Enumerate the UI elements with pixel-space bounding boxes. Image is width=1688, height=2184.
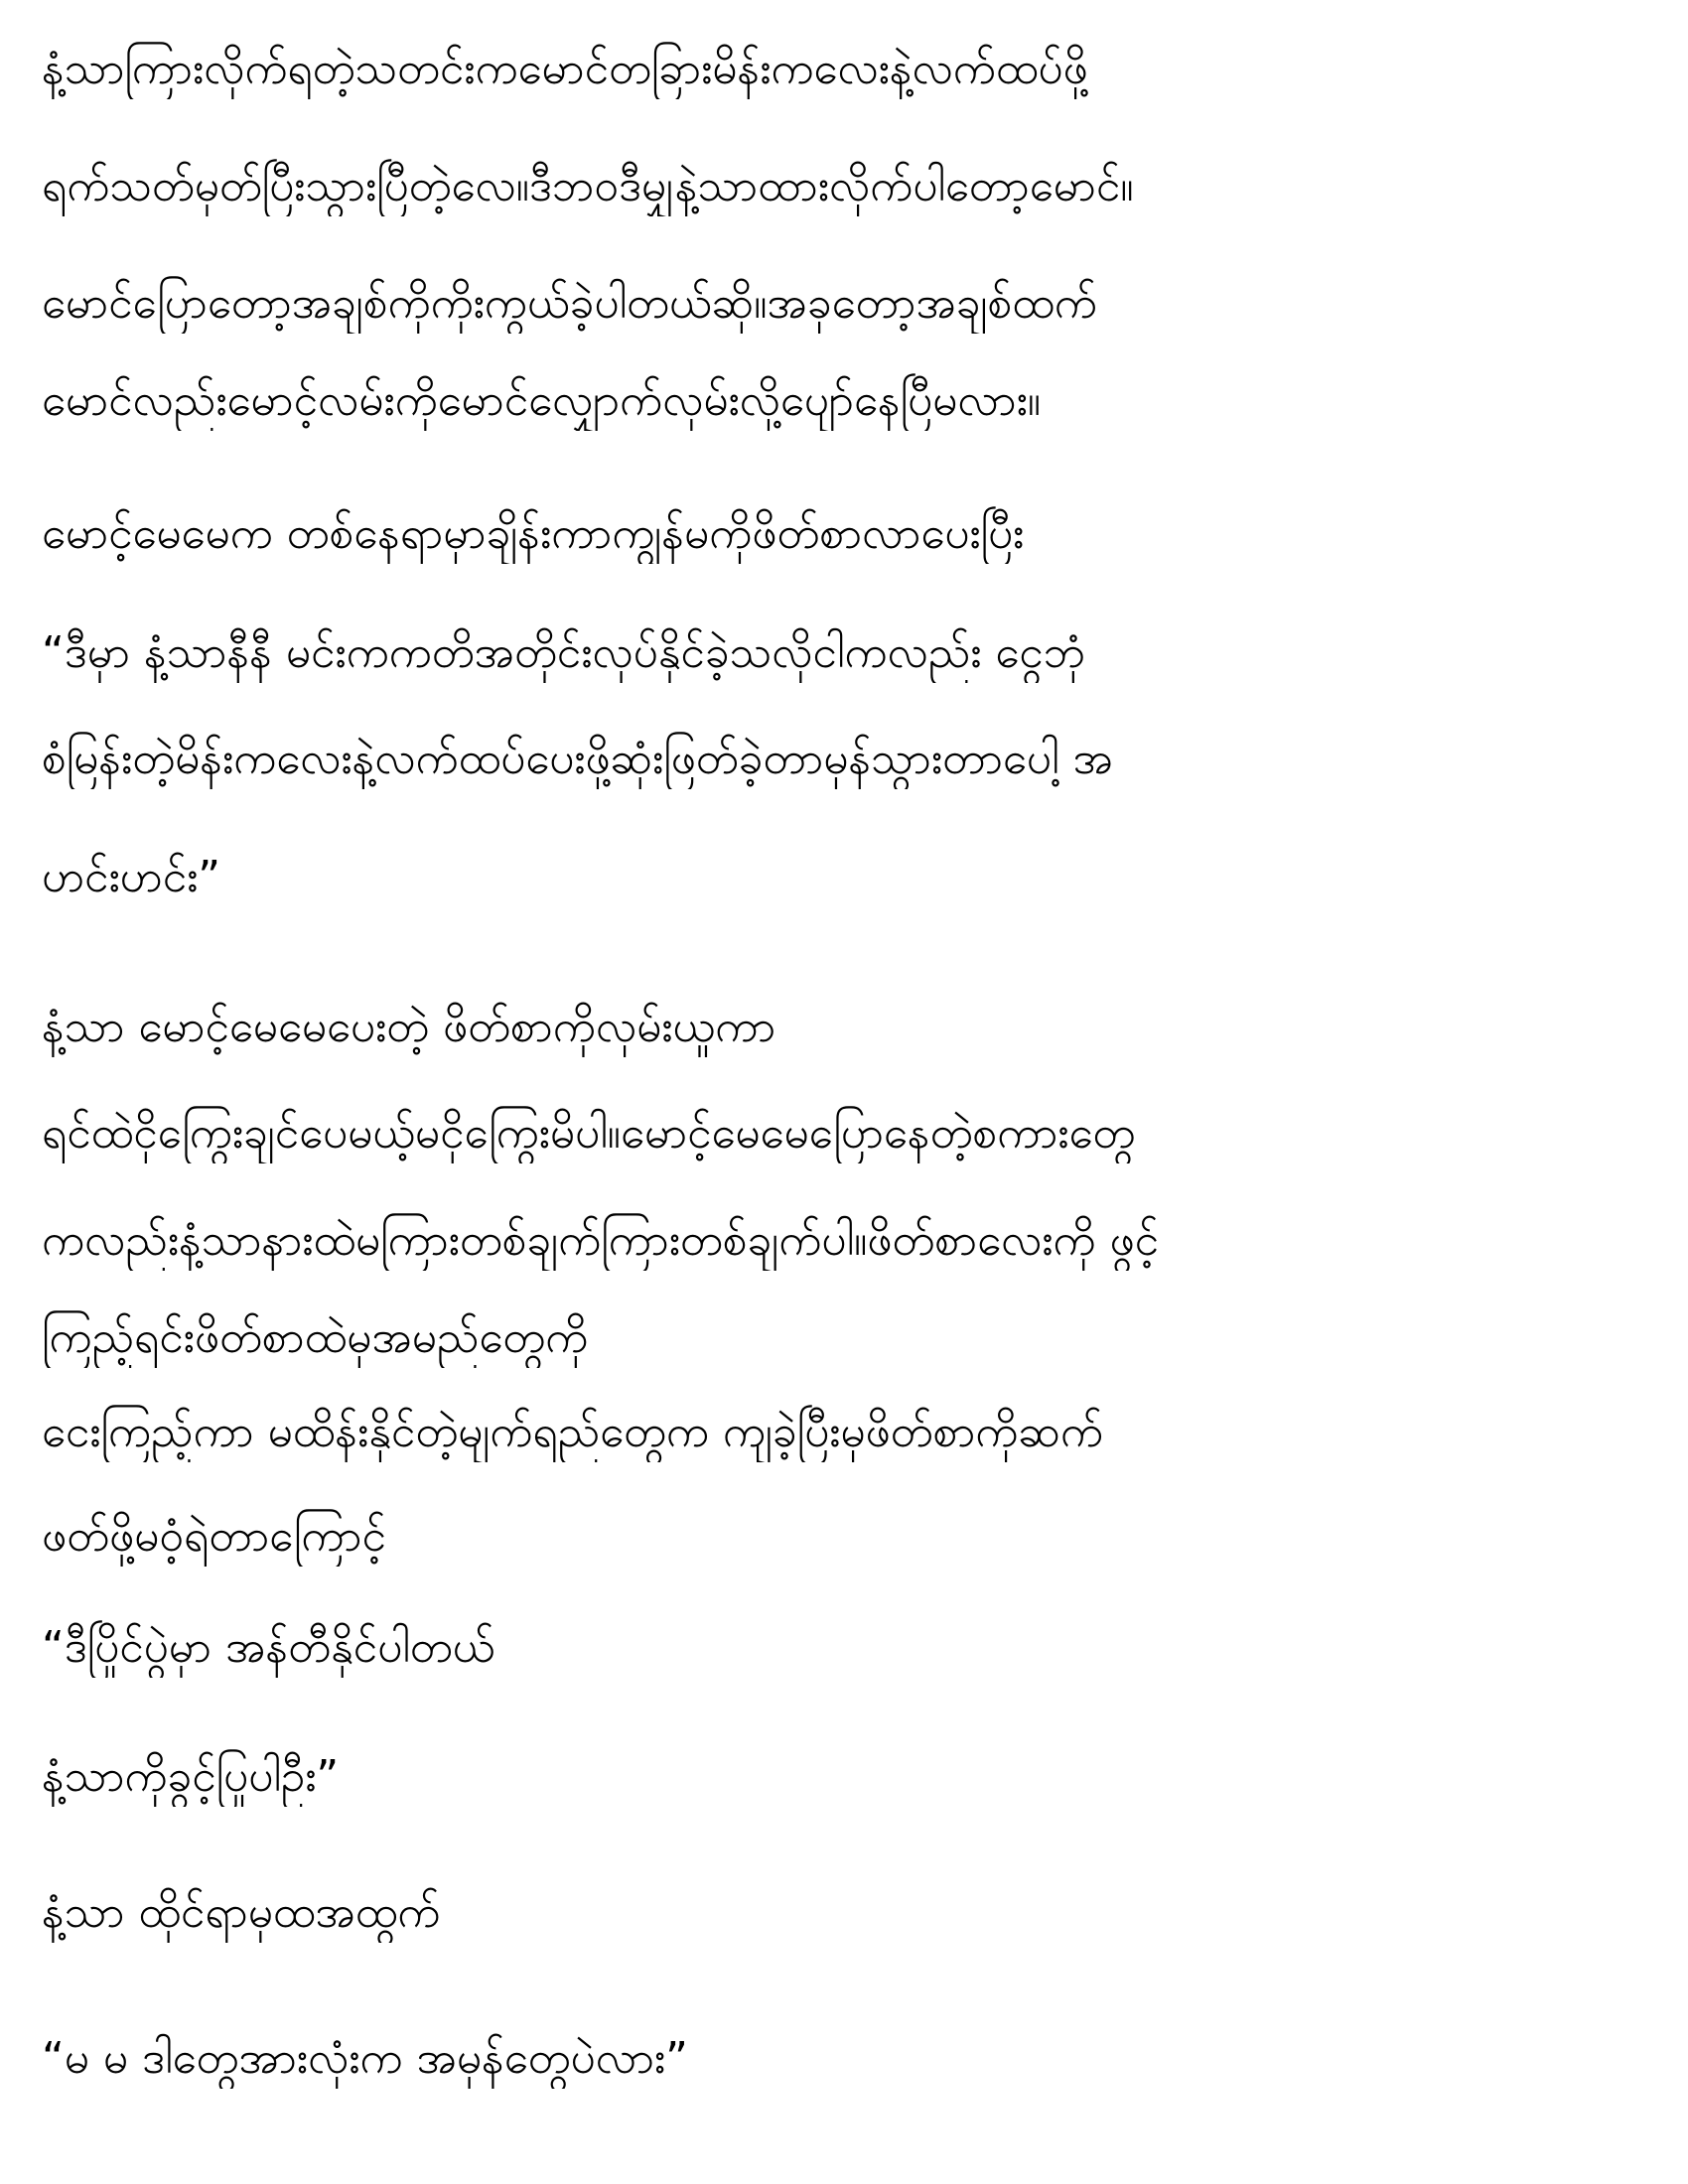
text-line: ကြည့်ရင်းဖိတ်စာထဲမှအမည်တွေကို: [42, 1312, 589, 1363]
text-line: ဖတ်ဖို့မဝံ့ရဲတာကြောင့်: [42, 1511, 386, 1562]
text-line: နံ့သာ မောင့်မေမေပေးတဲ့ ဖိတ်စာကိုလှမ်းယူကာ: [42, 1002, 776, 1052]
text-line: မောင်လည်းမောင့်လမ်းကိုမောင်လျှောက်လှမ်းလို့ပျော်နေပြီမလား။: [42, 375, 1042, 426]
text-line: “မ မ ဒါတွေအားလုံးက အမှန်တွေပဲလား”: [42, 2033, 688, 2084]
text-line: “ဒီမှာ နံ့သာနီနီ မင်းကကတိအတိုင်းလုပ်နိုင်ခဲ့သလိုငါကလည်း ငွေဘုံ: [42, 627, 1086, 678]
text-line: စံမြန်းတဲ့မိန်းကလေးနဲ့လက်ထပ်ပေးဖို့ဆုံးဖြတ်ခဲ့တာမှန်သွားတာပေါ့ အ: [42, 734, 1113, 784]
text-line: မောင့်မေမေက တစ်နေရာမှာချိန်းကာကျွန်မကိုဖိတ်စာလာပေးပြီး: [42, 508, 1025, 559]
text-line: မောင်ပြောတော့အချစ်ကိုကိုးကွယ်ခဲ့ပါတယ်ဆို။အခုတော့အချစ်ထက်: [42, 278, 1097, 329]
text-line: နံ့သာကိုခွင့်ပြုပါဦး”: [42, 1751, 340, 1802]
text-line: နံ့သာကြားလိုက်ရတဲ့သတင်းကမောင်တခြားမိန်းကလေးနဲ့လက်ထပ်ဖို့: [42, 44, 1088, 94]
text-line: ငေးကြည့်ကာ မထိန်းနိုင်တဲ့မျက်ရည်တွေက ကျခဲ့ပြီးမှဖိတ်စာကိုဆက်: [42, 1407, 1103, 1457]
text-line: ဟင်းဟင်း”: [42, 852, 221, 902]
text-line: ရင်ထဲငိုကြွေးချင်ပေမယ့်မငိုကြွေးမိပါ။မောင့်မေမေပြောနေတဲ့စကားတွေ: [42, 1108, 1136, 1159]
text-line: ကလည်းနံ့သာနားထဲမကြားတစ်ချက်ကြားတစ်ချက်ပါ။ဖိတ်စာလေးကို ဖွင့်: [42, 1215, 1159, 1266]
text-line: “ဒီပြိုင်ပွဲမှာ အန်တီနိုင်ပါတယ်: [42, 1622, 495, 1673]
text-line: ရက်သတ်မှတ်ပြီးသွားပြီတဲ့လေ။ဒီဘဝဒီမျှနဲ့သာထားလိုက်ပါတော့မောင်။: [42, 161, 1134, 211]
text-line: နံ့သာ ထိုင်ရာမှထအထွက်: [42, 1887, 441, 1938]
